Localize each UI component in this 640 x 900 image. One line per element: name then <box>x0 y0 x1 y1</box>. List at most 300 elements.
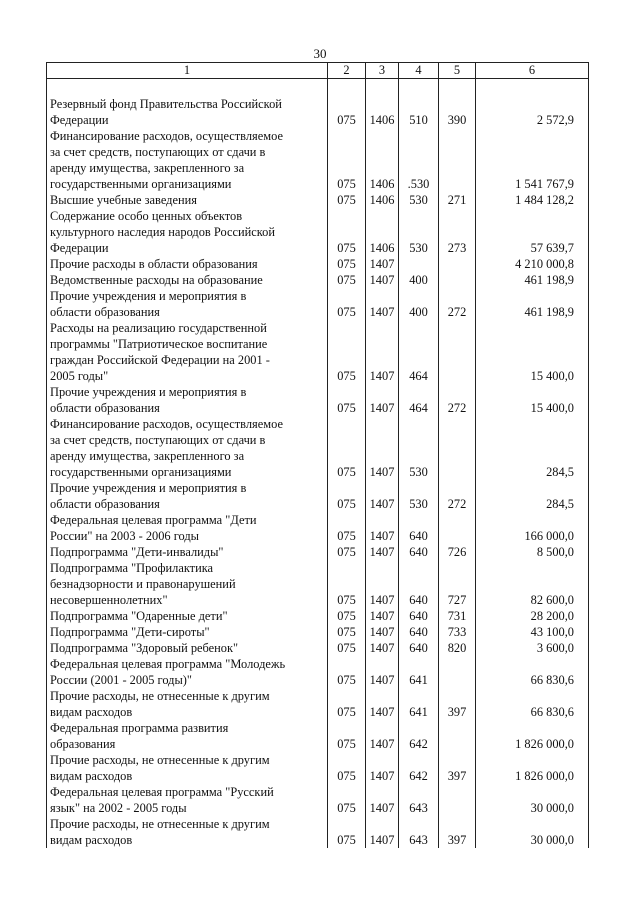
row-code-3-cell <box>366 384 399 416</box>
row-code-2-cell <box>328 512 366 544</box>
table-row <box>47 720 589 752</box>
row-code-3-text: 1407 <box>369 305 395 319</box>
row-code-5-text: 272 <box>447 497 467 511</box>
row-code-2-text: 075 <box>337 737 356 751</box>
row-code-4-cell <box>399 624 439 640</box>
row-amount-cell <box>476 816 589 848</box>
table-row <box>47 640 589 656</box>
row-code-2-text: 075 <box>337 257 356 271</box>
row-amount-text: 1 826 000,0 <box>515 769 574 783</box>
row-amount-text: 15 400,0 <box>530 369 574 383</box>
row-code-4-text: 643 <box>409 833 428 847</box>
row-name-cell <box>47 192 328 208</box>
table-row <box>47 384 589 416</box>
table-row <box>47 656 589 688</box>
row-name-cell <box>47 288 328 320</box>
row-name-text: Прочие учреждения и мероприятия в области образования <box>50 385 247 415</box>
row-code-2-text: 075 <box>337 369 356 383</box>
header-col-2: 2 <box>328 63 366 79</box>
budget-table <box>46 62 589 848</box>
table-row <box>47 480 589 512</box>
row-name-cell <box>47 752 328 784</box>
row-amount-text: 30 000,0 <box>530 801 574 815</box>
row-code-5-cell <box>439 688 476 720</box>
row-code-5-cell <box>439 288 476 320</box>
row-code-4-cell <box>399 320 439 384</box>
row-code-2-cell <box>328 640 366 656</box>
row-code-3-text: 1406 <box>369 113 395 127</box>
table-row <box>47 128 589 192</box>
row-code-4-cell <box>399 752 439 784</box>
row-name-text: Прочие учреждения и мероприятия в области образования <box>50 481 247 511</box>
row-amount-text: 8 500,0 <box>536 545 574 559</box>
row-code-5-text: 272 <box>447 401 467 415</box>
row-code-2-text: 075 <box>337 641 356 655</box>
row-code-3-text: 1407 <box>369 545 395 559</box>
row-code-4-cell <box>399 560 439 608</box>
row-amount-text: 3 600,0 <box>536 641 574 655</box>
row-code-5-text: 271 <box>447 193 467 207</box>
row-code-3-text: 1407 <box>369 769 395 783</box>
row-code-5-cell <box>439 272 476 288</box>
row-code-3-cell <box>366 784 399 816</box>
row-code-5-text: 733 <box>447 625 467 639</box>
row-code-2-text: 075 <box>337 609 356 623</box>
table-row <box>47 624 589 640</box>
row-code-4-cell <box>399 816 439 848</box>
row-name-cell <box>47 816 328 848</box>
row-amount-text: 66 830,6 <box>530 705 574 719</box>
spacer-row <box>47 79 589 97</box>
table-row <box>47 608 589 624</box>
row-code-3-cell <box>366 272 399 288</box>
row-code-3-cell <box>366 688 399 720</box>
row-amount-cell <box>476 288 589 320</box>
row-code-2-cell <box>328 784 366 816</box>
row-code-5-text: 397 <box>447 769 467 783</box>
row-code-4-text: 464 <box>409 401 428 415</box>
row-name-cell <box>47 688 328 720</box>
row-code-5-cell <box>439 128 476 192</box>
row-code-5-cell <box>439 192 476 208</box>
table-row <box>47 544 589 560</box>
row-code-4-text: 641 <box>409 673 428 687</box>
row-code-2-cell <box>328 96 366 128</box>
row-code-2-cell <box>328 288 366 320</box>
row-name-text: Подпрограмма "Здоровый ребенок" <box>50 641 239 655</box>
row-name-text: Федеральная целевая программа "Дети России" на 2003 - 2006 годы <box>50 513 257 543</box>
header-row <box>47 63 589 79</box>
row-code-2-cell <box>328 608 366 624</box>
table-row <box>47 96 589 128</box>
row-code-2-text: 075 <box>337 305 356 319</box>
row-name-text: Содержание особо ценных объектов культурного наследия народов Российской Федерации <box>50 209 275 255</box>
row-code-3-cell <box>366 256 399 272</box>
row-code-3-cell <box>366 288 399 320</box>
row-code-4-text: 530 <box>409 497 428 511</box>
table-row <box>47 560 589 608</box>
row-code-4-cell <box>399 416 439 480</box>
row-code-4-text: .530 <box>407 177 430 191</box>
row-code-4-cell <box>399 272 439 288</box>
table-row <box>47 320 589 384</box>
table-row <box>47 208 589 256</box>
row-name-text: Прочие расходы в области образования <box>50 257 258 271</box>
row-code-3-text: 1407 <box>369 529 395 543</box>
row-amount-cell <box>476 480 589 512</box>
row-code-5-cell <box>439 544 476 560</box>
row-amount-text: 284,5 <box>546 465 574 479</box>
row-amount-cell <box>476 272 589 288</box>
row-name-cell <box>47 96 328 128</box>
row-name-text: Резервный фонд Правительства Российской Федерации <box>50 97 282 127</box>
row-code-5-text: 820 <box>447 641 467 655</box>
row-code-2-text: 075 <box>337 593 356 607</box>
row-code-5-text: 273 <box>447 241 467 255</box>
row-code-2-text: 075 <box>337 497 356 511</box>
row-code-2-text: 075 <box>337 673 356 687</box>
row-code-2-cell <box>328 272 366 288</box>
row-amount-text: 15 400,0 <box>530 401 574 415</box>
row-code-2-text: 075 <box>337 529 356 543</box>
row-amount-cell <box>476 608 589 624</box>
row-amount-text: 66 830,6 <box>530 673 574 687</box>
row-code-2-cell <box>328 544 366 560</box>
row-code-4-cell <box>399 480 439 512</box>
row-code-2-text: 075 <box>337 177 356 191</box>
row-code-4-text: 640 <box>409 641 428 655</box>
row-code-5-cell <box>439 416 476 480</box>
row-code-2-text: 075 <box>337 273 356 287</box>
row-amount-cell <box>476 208 589 256</box>
row-name-cell <box>47 272 328 288</box>
row-name-text: Прочие расходы, не отнесенные к другим видам расходов <box>50 753 270 783</box>
row-code-2-text: 075 <box>337 545 356 559</box>
row-amount-text: 284,5 <box>546 497 574 511</box>
row-code-3-text: 1407 <box>369 737 395 751</box>
row-code-4-text: 400 <box>409 305 428 319</box>
row-amount-cell <box>476 656 589 688</box>
row-code-4-text: 641 <box>409 705 428 719</box>
row-code-3-cell <box>366 416 399 480</box>
row-name-cell <box>47 208 328 256</box>
row-code-5-cell <box>439 656 476 688</box>
table-row <box>47 288 589 320</box>
table-row <box>47 256 589 272</box>
row-name-text: Прочие учреждения и мероприятия в области образования <box>50 289 247 319</box>
row-code-5-cell <box>439 752 476 784</box>
row-name-cell <box>47 544 328 560</box>
row-code-5-text: 390 <box>447 113 467 127</box>
row-code-2-cell <box>328 384 366 416</box>
header-col-5: 5 <box>439 63 476 79</box>
row-code-4-text: 642 <box>409 737 428 751</box>
header-col-6: 6 <box>476 63 589 79</box>
row-code-2-cell <box>328 560 366 608</box>
row-amount-text: 2 572,9 <box>536 113 574 127</box>
row-code-5-text: 397 <box>447 833 467 847</box>
row-code-2-text: 075 <box>337 465 356 479</box>
row-name-text: Высшие учебные заведения <box>50 193 197 207</box>
row-code-2-cell <box>328 416 366 480</box>
row-code-5-cell <box>439 640 476 656</box>
row-name-text: Ведомственные расходы на образование <box>50 273 263 287</box>
row-code-2-text: 075 <box>337 705 356 719</box>
row-code-3-cell <box>366 624 399 640</box>
row-code-3-cell <box>366 752 399 784</box>
row-name-cell <box>47 624 328 640</box>
row-amount-cell <box>476 256 589 272</box>
row-code-4-cell <box>399 208 439 256</box>
row-code-5-cell <box>439 480 476 512</box>
row-code-3-text: 1407 <box>369 497 395 511</box>
row-code-3-text: 1407 <box>369 465 395 479</box>
row-code-4-cell <box>399 512 439 544</box>
row-code-2-text: 075 <box>337 625 356 639</box>
row-code-2-cell <box>328 480 366 512</box>
row-amount-text: 43 100,0 <box>530 625 574 639</box>
row-amount-cell <box>476 784 589 816</box>
row-code-3-text: 1407 <box>369 369 395 383</box>
row-code-3-text: 1407 <box>369 705 395 719</box>
row-name-cell <box>47 384 328 416</box>
row-code-4-cell <box>399 544 439 560</box>
table-row <box>47 416 589 480</box>
row-code-4-cell <box>399 256 439 272</box>
row-code-4-cell <box>399 288 439 320</box>
row-code-5-cell <box>439 320 476 384</box>
row-code-3-text: 1407 <box>369 625 395 639</box>
row-name-cell <box>47 560 328 608</box>
row-amount-cell <box>476 384 589 416</box>
row-amount-text: 82 600,0 <box>530 593 574 607</box>
row-code-4-text: 464 <box>409 369 428 383</box>
row-amount-cell <box>476 128 589 192</box>
row-amount-text: 1 484 128,2 <box>515 193 574 207</box>
row-code-3-cell <box>366 608 399 624</box>
row-name-text: Расходы на реализацию государственной программы "Патриотическое воспитание граждан Российской Федерации на 2001 - 2005 годы" <box>50 321 270 383</box>
row-code-2-cell <box>328 256 366 272</box>
row-code-3-cell <box>366 320 399 384</box>
row-name-cell <box>47 720 328 752</box>
row-code-5-cell <box>439 624 476 640</box>
row-amount-text: 1 826 000,0 <box>515 737 574 751</box>
row-name-text: Федеральная целевая программа "Молодежь России (2001 - 2005 годы)" <box>50 657 286 687</box>
row-code-4-text: 530 <box>409 193 428 207</box>
row-code-3-text: 1407 <box>369 401 395 415</box>
row-code-5-cell <box>439 384 476 416</box>
row-code-3-cell <box>366 656 399 688</box>
row-code-4-cell <box>399 656 439 688</box>
header-col-4: 4 <box>399 63 439 79</box>
row-code-4-cell <box>399 688 439 720</box>
table-row <box>47 688 589 720</box>
row-name-text: Подпрограмма "Одаренные дети" <box>50 609 228 623</box>
row-code-3-text: 1407 <box>369 257 395 271</box>
row-code-5-cell <box>439 208 476 256</box>
row-code-5-text: 727 <box>447 593 467 607</box>
row-code-4-cell <box>399 128 439 192</box>
row-code-2-text: 075 <box>337 241 356 255</box>
row-code-3-cell <box>366 128 399 192</box>
row-name-cell <box>47 256 328 272</box>
row-name-cell <box>47 416 328 480</box>
row-code-2-text: 075 <box>337 833 356 847</box>
row-code-3-text: 1407 <box>369 609 395 623</box>
table-row <box>47 816 589 848</box>
row-code-2-cell <box>328 192 366 208</box>
row-code-5-cell <box>439 96 476 128</box>
row-amount-cell <box>476 720 589 752</box>
row-code-2-cell <box>328 656 366 688</box>
row-name-text: Прочие расходы, не отнесенные к другим видам расходов <box>50 689 270 719</box>
row-amount-text: 166 000,0 <box>524 529 574 543</box>
row-code-5-text: 397 <box>447 705 467 719</box>
row-amount-cell <box>476 640 589 656</box>
page-number: 30 <box>313 46 327 61</box>
row-code-5-cell <box>439 816 476 848</box>
row-name-cell <box>47 640 328 656</box>
row-amount-text: 461 198,9 <box>524 305 574 319</box>
row-name-text: Федеральная целевая программа "Русский язык" на 2002 - 2005 годы <box>50 785 274 815</box>
row-code-3-text: 1406 <box>369 177 395 191</box>
row-code-3-text: 1406 <box>369 241 395 255</box>
row-code-3-cell <box>366 544 399 560</box>
row-code-5-text: 272 <box>447 305 467 319</box>
row-name-cell <box>47 608 328 624</box>
row-name-cell <box>47 512 328 544</box>
row-name-text: Прочие расходы, не отнесенные к другим видам расходов <box>50 817 270 847</box>
row-code-3-text: 1407 <box>369 673 395 687</box>
row-amount-cell <box>476 416 589 480</box>
row-name-text: Подпрограмма "Дети-сироты" <box>50 625 210 639</box>
table-body <box>47 79 589 849</box>
row-code-3-cell <box>366 96 399 128</box>
row-name-cell <box>47 480 328 512</box>
row-code-3-text: 1407 <box>369 641 395 655</box>
row-code-4-text: 640 <box>409 545 428 559</box>
row-amount-cell <box>476 320 589 384</box>
row-amount-cell <box>476 624 589 640</box>
row-code-3-cell <box>366 208 399 256</box>
row-code-4-cell <box>399 96 439 128</box>
row-code-2-text: 075 <box>337 401 356 415</box>
row-code-4-text: 642 <box>409 769 428 783</box>
row-code-4-text: 530 <box>409 465 428 479</box>
row-code-4-cell <box>399 720 439 752</box>
row-amount-cell <box>476 96 589 128</box>
table-row <box>47 192 589 208</box>
row-code-3-text: 1407 <box>369 801 395 815</box>
row-code-2-text: 075 <box>337 801 356 815</box>
row-code-3-text: 1406 <box>369 193 395 207</box>
row-name-text: Подпрограмма "Профилактика безнадзорности и правонарушений несовершеннолетних" <box>50 561 236 607</box>
row-code-4-cell <box>399 608 439 624</box>
row-code-2-text: 075 <box>337 193 356 207</box>
row-amount-cell <box>476 512 589 544</box>
row-code-2-cell <box>328 816 366 848</box>
row-code-3-cell <box>366 720 399 752</box>
row-code-2-cell <box>328 128 366 192</box>
table-row <box>47 784 589 816</box>
row-amount-text: 30 000,0 <box>530 833 574 847</box>
row-code-3-cell <box>366 640 399 656</box>
row-code-4-cell <box>399 384 439 416</box>
row-code-4-text: 510 <box>409 113 428 127</box>
row-amount-cell <box>476 688 589 720</box>
row-code-2-cell <box>328 688 366 720</box>
row-name-text: Федеральная программа развития образования <box>50 721 229 751</box>
table-row <box>47 272 589 288</box>
row-code-4-text: 400 <box>409 273 428 287</box>
row-code-4-cell <box>399 784 439 816</box>
row-code-4-text: 640 <box>409 593 428 607</box>
table-row <box>47 752 589 784</box>
table-row <box>47 512 589 544</box>
row-code-5-cell <box>439 720 476 752</box>
row-code-3-text: 1407 <box>369 593 395 607</box>
row-code-5-cell <box>439 560 476 608</box>
row-code-3-cell <box>366 512 399 544</box>
row-amount-cell <box>476 192 589 208</box>
row-amount-cell <box>476 560 589 608</box>
row-code-4-text: 643 <box>409 801 428 815</box>
header-col-1: 1 <box>47 63 328 79</box>
row-code-4-text: 640 <box>409 609 428 623</box>
row-code-2-cell <box>328 320 366 384</box>
row-amount-cell <box>476 752 589 784</box>
row-code-2-text: 075 <box>337 769 356 783</box>
row-code-3-cell <box>366 816 399 848</box>
row-code-5-cell <box>439 784 476 816</box>
header-col-3: 3 <box>366 63 399 79</box>
row-code-2-cell <box>328 624 366 640</box>
row-code-5-text: 726 <box>447 545 467 559</box>
row-amount-text: 4 210 000,8 <box>515 257 574 271</box>
row-code-2-text: 075 <box>337 113 356 127</box>
row-code-4-cell <box>399 640 439 656</box>
row-code-2-cell <box>328 720 366 752</box>
row-amount-text: 1 541 767,9 <box>515 177 574 191</box>
row-code-3-cell <box>366 192 399 208</box>
row-name-text: Подпрограмма "Дети-инвалиды" <box>50 545 224 559</box>
row-code-5-cell <box>439 608 476 624</box>
row-code-3-cell <box>366 480 399 512</box>
row-amount-text: 28 200,0 <box>530 609 574 623</box>
row-code-5-cell <box>439 256 476 272</box>
row-code-3-text: 1407 <box>369 273 395 287</box>
row-name-cell <box>47 128 328 192</box>
row-code-2-cell <box>328 208 366 256</box>
row-name-cell <box>47 784 328 816</box>
row-code-3-cell <box>366 560 399 608</box>
row-code-4-cell <box>399 192 439 208</box>
row-code-5-text: 731 <box>447 609 467 623</box>
row-amount-text: 461 198,9 <box>524 273 574 287</box>
row-amount-cell <box>476 544 589 560</box>
row-name-cell <box>47 320 328 384</box>
row-code-4-text: 640 <box>409 529 428 543</box>
row-amount-text: 57 639,7 <box>530 241 574 255</box>
row-name-cell <box>47 656 328 688</box>
row-name-text: Финансирование расходов, осуществляемое за счет средств, поступающих от сдачи в аренду имущества, закрепленного за государственными организациями <box>50 417 283 479</box>
row-code-2-cell <box>328 752 366 784</box>
row-code-4-text: 530 <box>409 241 428 255</box>
row-name-text: Финансирование расходов, осуществляемое за счет средств, поступающих от сдачи в аренду имущества, закрепленного за государственными организациями <box>50 129 283 191</box>
row-code-3-text: 1407 <box>369 833 395 847</box>
row-code-4-text: 640 <box>409 625 428 639</box>
row-code-5-cell <box>439 512 476 544</box>
